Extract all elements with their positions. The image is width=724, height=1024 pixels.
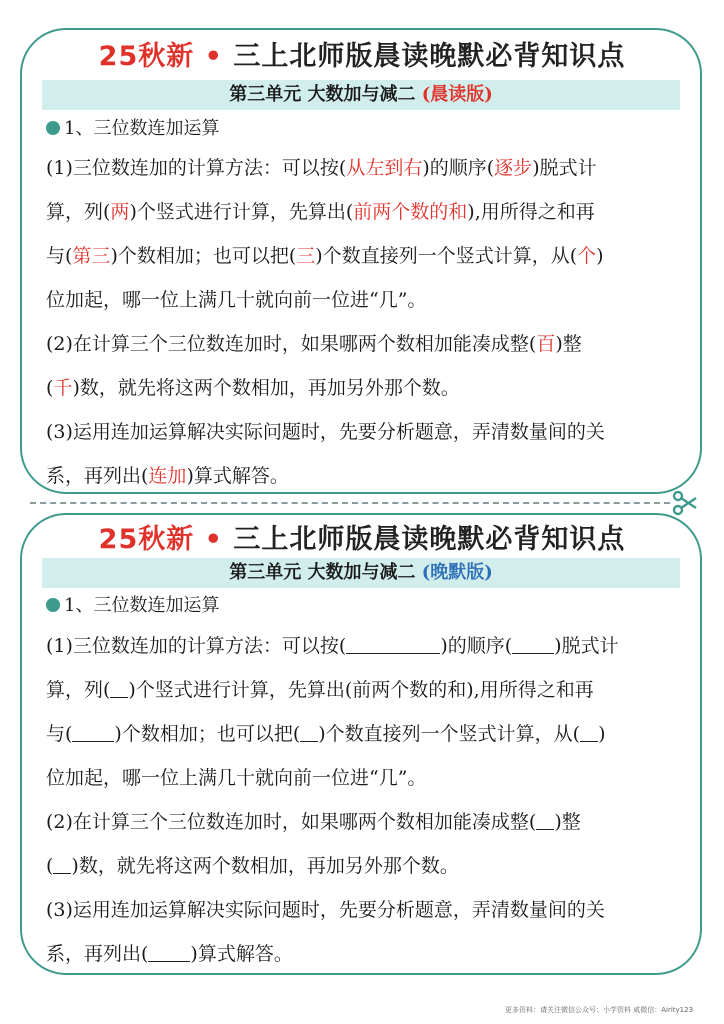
fill-blank[interactable] bbox=[300, 723, 318, 742]
text-line: (3)运用连加运算解决实际问题时，先要分析题意，弄清数量间的关 bbox=[46, 421, 605, 443]
text-line: (3)运用连加运算解决实际问题时，先要分析题意，弄清数量间的关 bbox=[46, 899, 605, 921]
text-line: 系，再列出( )算式解答。 bbox=[46, 943, 293, 965]
text-line: (1)三位数连加的计算方法：可以按( )的顺序( )脱式计 bbox=[46, 635, 619, 657]
top-card-title: 25秋新 • 三上北师版晨读晚默必背知识点 bbox=[98, 41, 626, 72]
bottom-card-title: 25秋新 • 三上北师版晨读晚默必背知识点 bbox=[98, 524, 626, 555]
bullet-dot-icon bbox=[46, 598, 60, 612]
text-line: ( )数，就先将这两个数相加，再加另外那个数。 bbox=[46, 855, 459, 877]
scissors-icon bbox=[672, 490, 698, 516]
top-content bbox=[46, 146, 686, 498]
fill-blank[interactable] bbox=[536, 811, 554, 830]
text-line: (2)在计算三个三位数连加时，如果哪两个数相加能凑成整( )整 bbox=[46, 811, 581, 833]
text-line: 与( )个数相加；也可以把( )个数直接列一个竖式计算，从( ) bbox=[46, 723, 606, 745]
text-line: 算，列( )个竖式进行计算，先算出(前两个数的和),用所得之和再 bbox=[46, 679, 594, 701]
text-line: 算，列(两)个竖式进行计算，先算出(前两个数的和),用所得之和再 bbox=[46, 201, 595, 223]
footer-note: 更多资料：请关注微信公众号：小学资料 咸微信：Airity123 bbox=[505, 1006, 694, 1014]
text-line: (2)在计算三个三位数连加时，如果哪两个数相加能凑成整(百)整 bbox=[46, 333, 582, 355]
fill-blank[interactable] bbox=[53, 855, 71, 874]
fill-blank[interactable] bbox=[72, 723, 114, 742]
bottom-content bbox=[46, 624, 686, 976]
text-line: 位加起，哪一位上满几十就向前一位进“几”。 bbox=[46, 767, 427, 789]
text-line: 系，再列出(连加)算式解答。 bbox=[46, 465, 289, 487]
cut-line bbox=[30, 502, 670, 504]
fill-blank[interactable] bbox=[148, 943, 190, 962]
fill-blank[interactable] bbox=[346, 635, 440, 654]
text-line: (千)数，就先将这两个数相加，再加另外那个数。 bbox=[46, 377, 460, 399]
bottom-section-heading: 1、三位数连加运算 bbox=[46, 594, 219, 618]
fill-blank[interactable] bbox=[110, 679, 128, 698]
bottom-unit-band: 第三单元 大数加与减二 (晚默版) bbox=[42, 558, 680, 588]
text-line: 与(第三)个数相加；也可以把(三)个数直接列一个竖式计算，从(个) bbox=[46, 245, 604, 267]
fill-blank[interactable] bbox=[512, 635, 554, 654]
bullet-dot-icon bbox=[46, 121, 60, 135]
top-section-heading: 1、三位数连加运算 bbox=[46, 117, 219, 141]
text-line: 位加起，哪一位上满几十就向前一位进“几”。 bbox=[46, 289, 427, 311]
fill-blank[interactable] bbox=[580, 723, 598, 742]
top-unit-band: 第三单元 大数加与减二 (晨读版) bbox=[42, 80, 680, 110]
text-line: (1)三位数连加的计算方法：可以按(从左到右)的顺序(逐步)脱式计 bbox=[46, 157, 597, 179]
